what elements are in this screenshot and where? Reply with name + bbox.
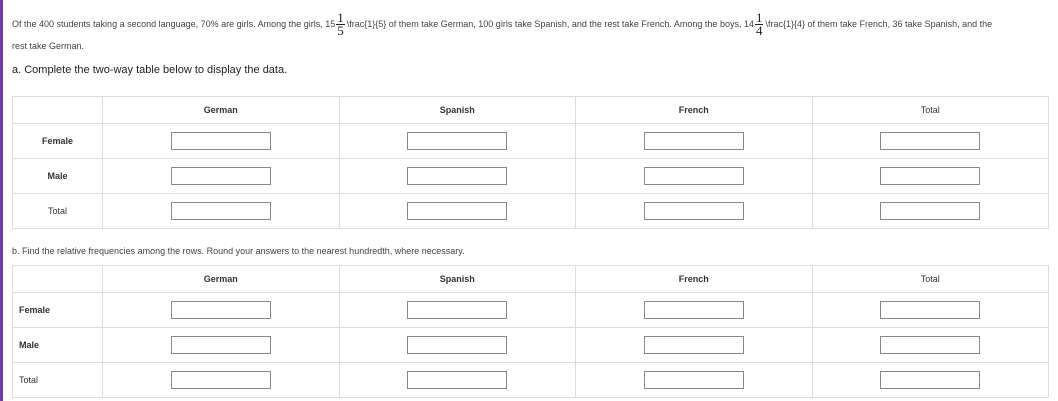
header-total: Total xyxy=(812,266,1049,293)
rf-female-french-input[interactable] xyxy=(644,301,744,319)
row-label-male: Male xyxy=(13,328,103,363)
total-french-input[interactable] xyxy=(644,202,744,220)
female-total-input[interactable] xyxy=(880,132,980,150)
part-a-instruction: a. Complete the two-way table below to display the data. xyxy=(12,64,288,76)
rf-female-german-input[interactable] xyxy=(171,301,271,319)
row-label-female: Female xyxy=(13,293,103,328)
corner-cell xyxy=(13,266,103,293)
problem-text-4: rest take German. xyxy=(12,41,85,51)
fraction-denominator: 4 xyxy=(755,22,763,38)
header-french: French xyxy=(576,266,813,293)
rf-total-spanish-input[interactable] xyxy=(407,371,507,389)
row-label-male: Male xyxy=(13,159,103,194)
male-total-input[interactable] xyxy=(880,167,980,185)
header-total: Total xyxy=(812,97,1049,124)
rf-male-spanish-input[interactable] xyxy=(407,336,507,354)
male-german-input[interactable] xyxy=(171,167,271,185)
two-way-table xyxy=(12,96,1049,229)
total-spanish-input[interactable] xyxy=(407,202,507,220)
fraction-one-fifth xyxy=(336,9,345,38)
table-header-row xyxy=(13,97,1049,124)
rf-total-german-input[interactable] xyxy=(171,371,271,389)
table-row-female xyxy=(13,293,1049,328)
male-french-input[interactable] xyxy=(644,167,744,185)
table-header-row xyxy=(13,266,1049,293)
table-row-total xyxy=(13,363,1049,398)
male-spanish-input[interactable] xyxy=(407,167,507,185)
left-accent-bar xyxy=(0,0,3,401)
header-spanish: Spanish xyxy=(339,97,576,124)
header-french: French xyxy=(576,97,813,124)
fraction-numerator: 1 xyxy=(337,9,344,25)
row-label-total: Total xyxy=(13,194,103,229)
table-row-total xyxy=(13,194,1049,229)
total-german-input[interactable] xyxy=(171,202,271,220)
rf-male-total-input[interactable] xyxy=(880,336,980,354)
rf-female-total-input[interactable] xyxy=(880,301,980,319)
problem-text-1: Of the 400 students taking a second language, 70% are girls. Among the girls, 15 xyxy=(12,19,336,29)
total-total-input[interactable] xyxy=(880,202,980,220)
table-row-male xyxy=(13,159,1049,194)
rf-male-french-input[interactable] xyxy=(644,336,744,354)
row-label-female: Female xyxy=(13,124,103,159)
female-german-input[interactable] xyxy=(171,132,271,150)
header-spanish: Spanish xyxy=(339,266,576,293)
fraction-denominator: 5 xyxy=(337,22,344,38)
table-row-male xyxy=(13,328,1049,363)
female-spanish-input[interactable] xyxy=(407,132,507,150)
problem-text-3: \frac{1}{4} of them take French, 36 take Spanish, and the xyxy=(765,19,993,29)
problem-statement xyxy=(12,6,1052,53)
problem-line-1 xyxy=(12,6,1052,42)
problem-text-2: \frac{1}{5} of them take German, 100 girls take Spanish, and the rest take French. Among the boys, 14 xyxy=(346,19,754,29)
part-b-instruction: b. Find the relative frequencies among the rows. Round your answers to the nearest hundredth, where necessary. xyxy=(12,246,465,256)
table-row-female xyxy=(13,124,1049,159)
rf-male-german-input[interactable] xyxy=(171,336,271,354)
header-german: German xyxy=(103,266,340,293)
header-german: German xyxy=(103,97,340,124)
female-french-input[interactable] xyxy=(644,132,744,150)
fraction-one-fourth xyxy=(755,9,764,38)
relative-frequency-table xyxy=(12,265,1049,398)
fraction-numerator: 1 xyxy=(755,9,763,25)
corner-cell xyxy=(13,97,103,124)
rf-female-spanish-input[interactable] xyxy=(407,301,507,319)
rf-total-french-input[interactable] xyxy=(644,371,744,389)
row-label-total: Total xyxy=(13,363,103,398)
rf-total-total-input[interactable] xyxy=(880,371,980,389)
